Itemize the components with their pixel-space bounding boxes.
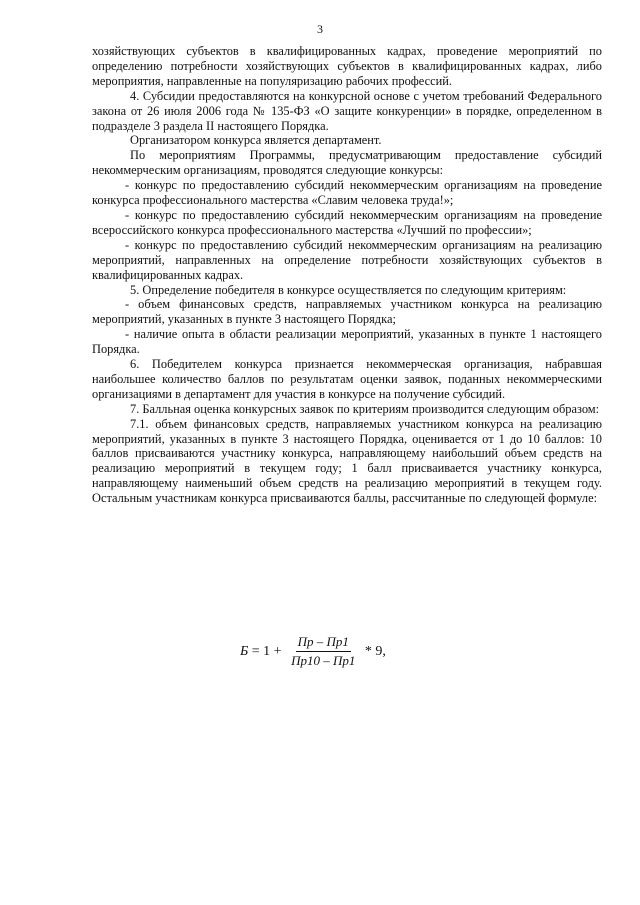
formula-one: 1 — [263, 643, 271, 659]
paragraph-organizer: Организатором конкурса является департамент. — [130, 133, 382, 148]
list-item-criterion-1: - объем финансовых средств, направляемых участником конкурса на реализацию мероприятий, указанных в пункте 3 настоящего Порядка; — [92, 297, 602, 327]
formula-lhs: Б — [240, 643, 249, 659]
paragraph-item-7-1: 7.1. объем финансовых средств, направляемых участником конкурса на реализацию мероприятий, указанных в пункте 3 настоящего Порядка, оценивается от 1 до 10 баллов: 10 баллов присваиваются участнику конкурса, направляющему наибольший объем средств на реализацию мероприятий в текущем году; 1 балл присваивается участнику конкурса, направляющему наименьший объем средств на реализацию мероприятий в текущем году. Остальным участникам конкурса присваиваются баллы, рассчитанные по следующей формуле: — [92, 416, 602, 506]
formula-multiplier: * 9 — [361, 643, 383, 659]
paragraph-item-6: 6. Победителем конкурса признается некоммерческая организация, набравшая наибольшее количество баллов по результатам оценки заявок, поданных некоммерческими организациями в департамент для участия в конкурсе на получение субсидий. — [92, 357, 602, 401]
formula-denominator: Пр10 – Пр1 — [291, 653, 356, 668]
paragraph-item-4: 4. Субсидии предоставляются на конкурсной основе с учетом требований Федерального закона от 26 июля 2006 года № 135-ФЗ «О защите конкуренции» в порядке, определенном в подразделе 3 раздела II настоящего Порядка. — [92, 88, 602, 133]
formula-fraction — [289, 634, 357, 669]
paragraph-contests-intro: По мероприятиям Программы, предусматривающим предоставление субсидий некоммерческим организациям, проводятся следующие конкурсы: — [92, 148, 602, 178]
document-body — [92, 44, 602, 506]
formula-trailing-comma: , — [382, 643, 386, 659]
formula-plus: + — [270, 643, 286, 659]
list-item-contest-1: - конкурс по предоставлению субсидий некоммерческим организациям на проведение конкурса профессионального мастерства «Славим человека труда!»; — [92, 178, 602, 208]
paragraph-continuation: хозяйствующих субъектов в квалифицированных кадрах, проведение мероприятий по определению потребности хозяйствующих субъектов в квалифицированных кадрах, либо мероприятия, направленные на популяризацию рабочих профессий. — [92, 44, 602, 88]
list-item-contest-2: - конкурс по предоставлению субсидий некоммерческим организациям на проведение всероссийского конкурса профессионального мастерства «Лучший по профессии»; — [92, 207, 602, 237]
formula-numerator: Пр – Пр1 — [296, 634, 351, 652]
list-item-criterion-2: - наличие опыта в области реализации мероприятий, указанных в пункте 1 настоящего Порядка. — [92, 327, 602, 357]
formula-equals: = — [248, 643, 264, 659]
list-item-contest-3: - конкурс по предоставлению субсидий некоммерческим организациям на реализацию мероприятий, направленных на определение потребности хозяйствующих субъектов в квалифицированных кадрах. — [92, 237, 602, 282]
page-number: 3 — [317, 22, 323, 36]
score-formula — [240, 634, 386, 669]
paragraph-item-7: 7. Балльная оценка конкурсных заявок по критериям производится следующим образом: — [130, 401, 600, 416]
paragraph-item-5: 5. Определение победителя в конкурсе осуществляется по следующим критериям: — [130, 282, 567, 297]
